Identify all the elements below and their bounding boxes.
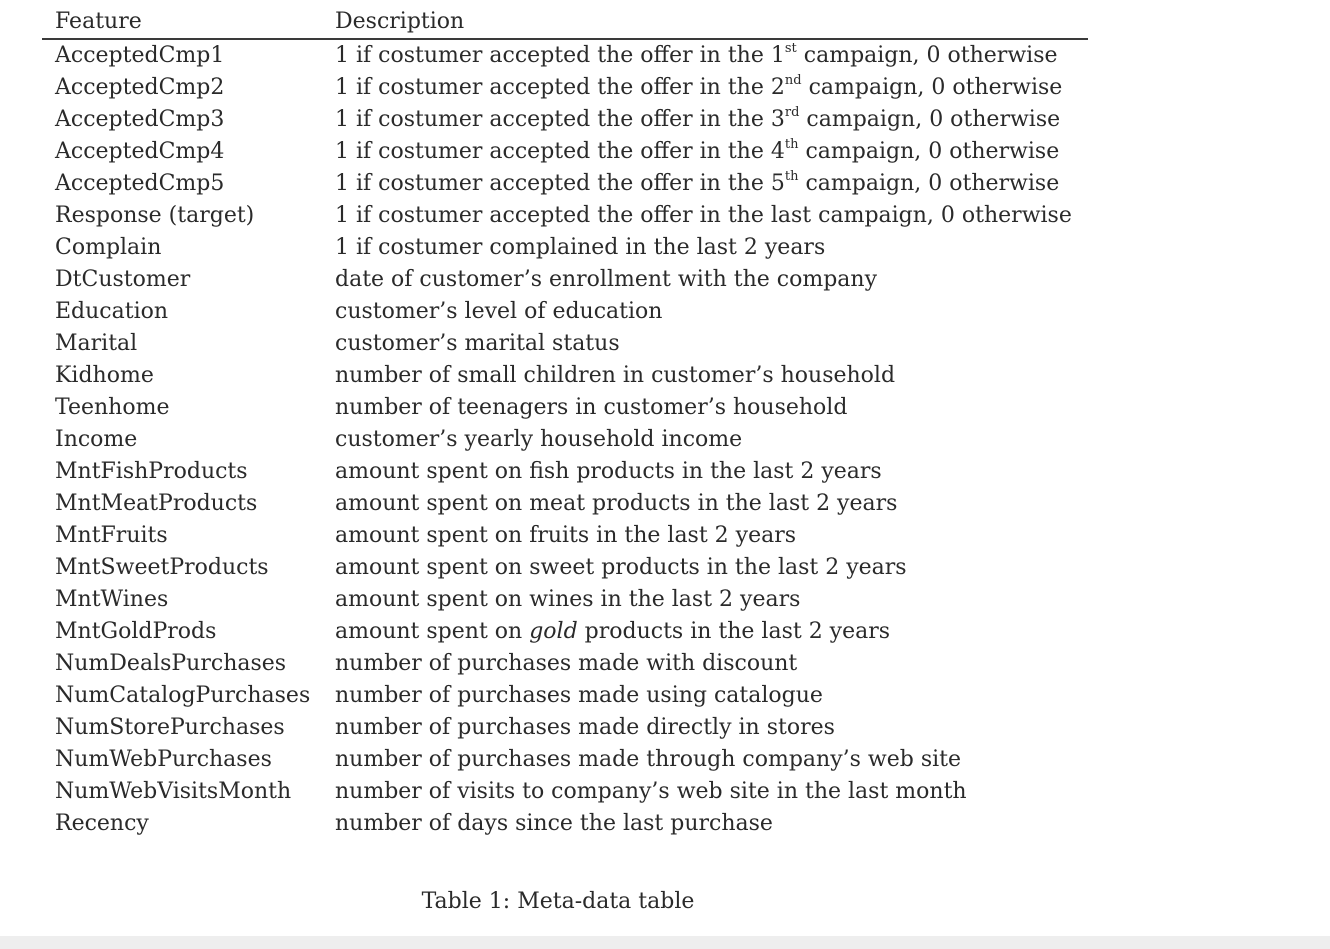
description-text: date of customer’s enrollment with the company bbox=[335, 267, 877, 292]
description-text-tail: campaign, 0 otherwise bbox=[798, 139, 1060, 164]
description-text: number of purchases made through company’s web site bbox=[335, 747, 962, 772]
ordinal-suffix: th bbox=[784, 136, 799, 152]
feature-cell: AcceptedCmp5 bbox=[55, 171, 225, 196]
description-cell bbox=[322, 264, 1088, 296]
description-cell bbox=[322, 296, 1088, 328]
description-text-tail: campaign, 0 otherwise bbox=[801, 75, 1063, 100]
table-row bbox=[42, 488, 1088, 520]
description-text: 1 if costumer accepted the offer in the 4 bbox=[335, 139, 785, 164]
table-row bbox=[42, 680, 1088, 712]
description-text-tail: campaign, 0 otherwise bbox=[796, 43, 1058, 68]
feature-cell: MntFruits bbox=[55, 523, 168, 548]
table-row bbox=[42, 808, 1088, 840]
description-text: amount spent on fruits in the last 2 years bbox=[335, 523, 797, 548]
description-cell bbox=[322, 72, 1088, 104]
description-text: number of purchases made using catalogue bbox=[335, 683, 823, 708]
description-cell bbox=[322, 456, 1088, 488]
emphasized-text: gold bbox=[529, 619, 578, 644]
table-row bbox=[42, 104, 1088, 136]
table-row bbox=[42, 616, 1088, 648]
table-row bbox=[42, 296, 1088, 328]
table-row bbox=[42, 424, 1088, 456]
feature-cell: AcceptedCmp4 bbox=[55, 139, 225, 164]
feature-cell: Education bbox=[55, 299, 169, 324]
table-row bbox=[42, 39, 1088, 72]
description-cell bbox=[322, 616, 1088, 648]
feature-cell: DtCustomer bbox=[55, 267, 191, 292]
description-cell bbox=[322, 488, 1088, 520]
column-header-feature: Feature bbox=[42, 6, 322, 39]
table-row bbox=[42, 744, 1088, 776]
description-text: number of purchases made directly in stores bbox=[335, 715, 835, 740]
feature-cell: Teenhome bbox=[55, 395, 170, 420]
description-cell bbox=[322, 520, 1088, 552]
table-row bbox=[42, 776, 1088, 808]
feature-cell: MntFishProducts bbox=[55, 459, 248, 484]
table-header-row bbox=[42, 6, 1088, 39]
description-text-tail: campaign, 0 otherwise bbox=[799, 107, 1061, 132]
feature-cell: MntMeatProducts bbox=[55, 491, 258, 516]
table-row bbox=[42, 584, 1088, 616]
description-cell bbox=[322, 808, 1088, 840]
feature-cell: MntSweetProducts bbox=[55, 555, 269, 580]
table-caption: Table 1: Meta-data table bbox=[421, 889, 695, 914]
table-row bbox=[42, 360, 1088, 392]
table-row bbox=[42, 232, 1088, 264]
table-row bbox=[42, 200, 1088, 232]
description-cell bbox=[322, 584, 1088, 616]
description-text: customer’s level of education bbox=[335, 299, 663, 324]
description-text: number of purchases made with discount bbox=[335, 651, 798, 676]
feature-cell: AcceptedCmp2 bbox=[55, 75, 225, 100]
description-cell bbox=[322, 392, 1088, 424]
description-text: 1 if costumer accepted the offer in the 1 bbox=[335, 43, 785, 68]
description-cell bbox=[322, 712, 1088, 744]
description-text: number of small children in customer’s household bbox=[335, 363, 896, 388]
table-row bbox=[42, 552, 1088, 584]
description-text: 1 if costumer accepted the offer in the 5 bbox=[335, 171, 785, 196]
description-cell bbox=[322, 648, 1088, 680]
description-text: amount spent on fish products in the last 2 years bbox=[335, 459, 882, 484]
description-cell bbox=[322, 776, 1088, 808]
description-cell bbox=[322, 39, 1088, 72]
column-header-description: Description bbox=[322, 6, 1088, 39]
description-cell bbox=[322, 168, 1088, 200]
feature-cell: MntWines bbox=[55, 587, 169, 612]
description-text: 1 if costumer accepted the offer in the 2 bbox=[335, 75, 785, 100]
description-text-tail: products in the last 2 years bbox=[577, 619, 891, 644]
table-row bbox=[42, 136, 1088, 168]
description-cell bbox=[322, 680, 1088, 712]
feature-cell: NumDealsPurchases bbox=[55, 651, 287, 676]
description-text: amount spent on wines in the last 2 years bbox=[335, 587, 801, 612]
feature-cell: MntGoldProds bbox=[55, 619, 217, 644]
meta-data-table bbox=[42, 6, 1088, 840]
description-text: customer’s marital status bbox=[335, 331, 620, 356]
description-text: customer’s yearly household income bbox=[335, 427, 743, 452]
ordinal-suffix: th bbox=[784, 168, 799, 184]
description-text: number of days since the last purchase bbox=[335, 811, 773, 836]
description-text: amount spent on sweet products in the last 2 years bbox=[335, 555, 907, 580]
description-cell bbox=[322, 200, 1088, 232]
description-cell bbox=[322, 232, 1088, 264]
feature-cell: NumWebPurchases bbox=[55, 747, 272, 772]
page-bottom-edge bbox=[0, 936, 1330, 949]
table-row bbox=[42, 392, 1088, 424]
description-cell bbox=[322, 552, 1088, 584]
description-cell bbox=[322, 328, 1088, 360]
description-text: 1 if costumer accepted the offer in the 3 bbox=[335, 107, 785, 132]
description-cell bbox=[322, 424, 1088, 456]
description-text: number of teenagers in customer’s household bbox=[335, 395, 848, 420]
feature-cell: AcceptedCmp3 bbox=[55, 107, 225, 132]
ordinal-suffix: nd bbox=[784, 72, 802, 88]
description-text: number of visits to company’s web site in the last month bbox=[335, 779, 967, 804]
description-text: 1 if costumer complained in the last 2 years bbox=[335, 235, 826, 260]
description-text-tail: campaign, 0 otherwise bbox=[798, 171, 1060, 196]
description-text: 1 if costumer accepted the offer in the last campaign, 0 otherwise bbox=[335, 203, 1072, 228]
feature-cell: Marital bbox=[55, 331, 138, 356]
table-row bbox=[42, 72, 1088, 104]
feature-cell: NumWebVisitsMonth bbox=[55, 779, 292, 804]
description-cell bbox=[322, 104, 1088, 136]
table-body bbox=[42, 39, 1088, 840]
table-row bbox=[42, 264, 1088, 296]
ordinal-suffix: st bbox=[784, 40, 797, 56]
feature-cell: Complain bbox=[55, 235, 162, 260]
feature-cell: Kidhome bbox=[55, 363, 154, 388]
feature-cell: Response (target) bbox=[55, 203, 255, 228]
feature-cell: Income bbox=[55, 427, 138, 452]
feature-cell: AcceptedCmp1 bbox=[55, 43, 225, 68]
feature-cell: NumCatalogPurchases bbox=[55, 683, 311, 708]
table-row bbox=[42, 520, 1088, 552]
table-row bbox=[42, 328, 1088, 360]
description-text: amount spent on bbox=[335, 619, 530, 644]
ordinal-suffix: rd bbox=[784, 104, 800, 120]
table-row bbox=[42, 712, 1088, 744]
feature-cell: NumStorePurchases bbox=[55, 715, 285, 740]
table-row bbox=[42, 648, 1088, 680]
table-row bbox=[42, 456, 1088, 488]
table-row bbox=[42, 168, 1088, 200]
feature-cell: Recency bbox=[55, 811, 149, 836]
description-text: amount spent on meat products in the last 2 years bbox=[335, 491, 898, 516]
description-cell bbox=[322, 360, 1088, 392]
description-cell bbox=[322, 744, 1088, 776]
description-cell bbox=[322, 136, 1088, 168]
